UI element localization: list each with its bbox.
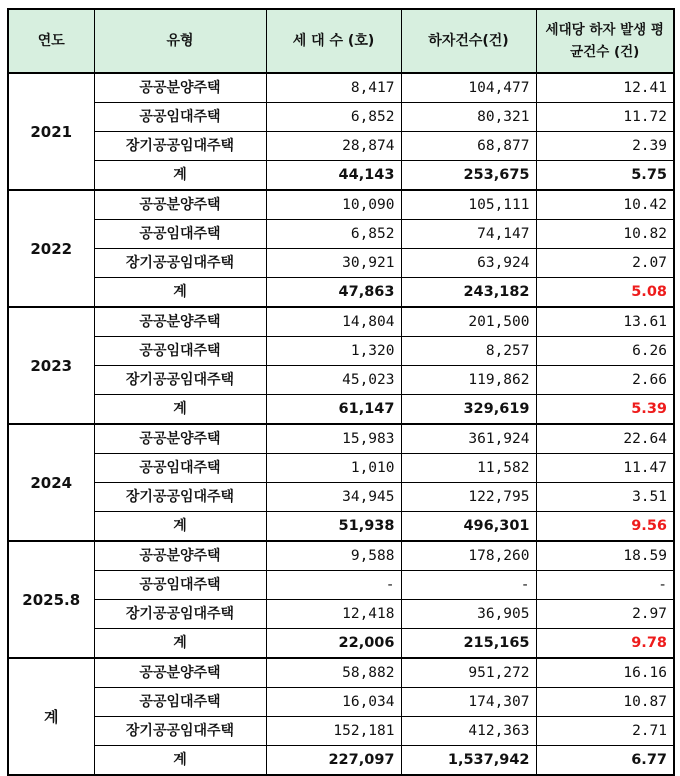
- avg-defects-cell: 16.16: [536, 658, 674, 688]
- defects-cell: 105,111: [401, 190, 536, 220]
- defects-cell: 80,321: [401, 103, 536, 132]
- type-cell: 계: [94, 395, 266, 425]
- table-row: [8, 103, 674, 132]
- units-cell: 8,417: [266, 73, 401, 103]
- subtotal-row: [8, 161, 674, 191]
- defects-cell: 174,307: [401, 688, 536, 717]
- units-cell: 10,090: [266, 190, 401, 220]
- defects-cell: 361,924: [401, 424, 536, 454]
- avg-defects-cell: 5.75: [536, 161, 674, 191]
- defects-cell: 8,257: [401, 337, 536, 366]
- units-cell: 16,034: [266, 688, 401, 717]
- avg-defects-cell: 5.39: [536, 395, 674, 425]
- year-cell: 2023: [8, 307, 94, 424]
- units-cell: 6,852: [266, 103, 401, 132]
- defects-cell: 215,165: [401, 629, 536, 659]
- avg-defects-cell: 9.56: [536, 512, 674, 542]
- avg-defects-cell: 11.47: [536, 454, 674, 483]
- type-cell: 공공임대주택: [94, 454, 266, 483]
- subtotal-row: [8, 395, 674, 425]
- units-cell: 47,863: [266, 278, 401, 308]
- defects-cell: 178,260: [401, 541, 536, 571]
- type-cell: 계: [94, 746, 266, 776]
- defects-cell: 122,795: [401, 483, 536, 512]
- year-cell: 2024: [8, 424, 94, 541]
- type-cell: 공공분양주택: [94, 541, 266, 571]
- units-cell: 45,023: [266, 366, 401, 395]
- type-cell: 장기공공임대주택: [94, 483, 266, 512]
- defects-cell: 253,675: [401, 161, 536, 191]
- avg-defects-cell: 2.66: [536, 366, 674, 395]
- units-cell: 12,418: [266, 600, 401, 629]
- avg-defects-cell: 2.07: [536, 249, 674, 278]
- type-cell: 장기공공임대주택: [94, 600, 266, 629]
- type-cell: 공공임대주택: [94, 688, 266, 717]
- defects-cell: 201,500: [401, 307, 536, 337]
- type-cell: 계: [94, 512, 266, 542]
- defects-cell: -: [401, 571, 536, 600]
- table-row: [8, 307, 674, 337]
- avg-defects-cell: 6.26: [536, 337, 674, 366]
- subtotal-row: [8, 746, 674, 776]
- table-row: [8, 424, 674, 454]
- defects-cell: 329,619: [401, 395, 536, 425]
- defects-cell: 1,537,942: [401, 746, 536, 776]
- table-row: [8, 688, 674, 717]
- units-cell: 6,852: [266, 220, 401, 249]
- defects-cell: 104,477: [401, 73, 536, 103]
- units-cell: 61,147: [266, 395, 401, 425]
- type-cell: 장기공공임대주택: [94, 249, 266, 278]
- table-row: [8, 658, 674, 688]
- avg-defects-cell: 3.51: [536, 483, 674, 512]
- avg-defects-cell: -: [536, 571, 674, 600]
- units-cell: 1,010: [266, 454, 401, 483]
- avg-defects-cell: 9.78: [536, 629, 674, 659]
- subtotal-row: [8, 629, 674, 659]
- avg-defects-cell: 5.08: [536, 278, 674, 308]
- avg-defects-cell: 2.39: [536, 132, 674, 161]
- type-cell: 계: [94, 161, 266, 191]
- defects-cell: 412,363: [401, 717, 536, 746]
- units-cell: -: [266, 571, 401, 600]
- type-cell: 계: [94, 629, 266, 659]
- defects-cell: 243,182: [401, 278, 536, 308]
- table-row: [8, 132, 674, 161]
- units-cell: 44,143: [266, 161, 401, 191]
- defects-cell: 63,924: [401, 249, 536, 278]
- table-row: [8, 190, 674, 220]
- year-cell: 2022: [8, 190, 94, 307]
- header-year: 연도: [8, 9, 94, 73]
- units-cell: 28,874: [266, 132, 401, 161]
- avg-defects-cell: 13.61: [536, 307, 674, 337]
- units-cell: 1,320: [266, 337, 401, 366]
- table-row: [8, 366, 674, 395]
- table-row: [8, 220, 674, 249]
- type-cell: 공공임대주택: [94, 571, 266, 600]
- units-cell: 34,945: [266, 483, 401, 512]
- table-header: [8, 9, 674, 73]
- year-cell: 2025.8: [8, 541, 94, 658]
- defects-cell: 496,301: [401, 512, 536, 542]
- table-row: [8, 717, 674, 746]
- table-body: [8, 73, 674, 775]
- units-cell: 22,006: [266, 629, 401, 659]
- units-cell: 51,938: [266, 512, 401, 542]
- type-cell: 장기공공임대주택: [94, 132, 266, 161]
- units-cell: 227,097: [266, 746, 401, 776]
- subtotal-row: [8, 512, 674, 542]
- type-cell: 공공임대주택: [94, 220, 266, 249]
- avg-defects-cell: 18.59: [536, 541, 674, 571]
- type-cell: 공공분양주택: [94, 658, 266, 688]
- avg-defects-cell: 10.87: [536, 688, 674, 717]
- table-row: [8, 483, 674, 512]
- header-type: 유형: [94, 9, 266, 73]
- type-cell: 공공분양주택: [94, 190, 266, 220]
- table-row: [8, 454, 674, 483]
- year-cell: 계: [8, 658, 94, 775]
- table-row: [8, 337, 674, 366]
- table-row: [8, 600, 674, 629]
- subtotal-row: [8, 278, 674, 308]
- type-cell: 장기공공임대주택: [94, 717, 266, 746]
- avg-defects-cell: 10.42: [536, 190, 674, 220]
- avg-defects-cell: 6.77: [536, 746, 674, 776]
- header-units: 세 대 수 (호): [266, 9, 401, 73]
- units-cell: 9,588: [266, 541, 401, 571]
- units-cell: 30,921: [266, 249, 401, 278]
- units-cell: 152,181: [266, 717, 401, 746]
- units-cell: 14,804: [266, 307, 401, 337]
- table-row: [8, 541, 674, 571]
- avg-defects-cell: 2.97: [536, 600, 674, 629]
- header-defects: 하자건수(건): [401, 9, 536, 73]
- defects-cell: 68,877: [401, 132, 536, 161]
- avg-defects-cell: 10.82: [536, 220, 674, 249]
- type-cell: 공공임대주택: [94, 337, 266, 366]
- defects-cell: 74,147: [401, 220, 536, 249]
- units-cell: 15,983: [266, 424, 401, 454]
- defects-cell: 119,862: [401, 366, 536, 395]
- defect-statistics-table: [7, 8, 675, 776]
- type-cell: 공공분양주택: [94, 73, 266, 103]
- type-cell: 공공분양주택: [94, 307, 266, 337]
- type-cell: 공공분양주택: [94, 424, 266, 454]
- avg-defects-cell: 11.72: [536, 103, 674, 132]
- table-row: [8, 249, 674, 278]
- type-cell: 공공임대주택: [94, 103, 266, 132]
- avg-defects-cell: 12.41: [536, 73, 674, 103]
- defects-cell: 11,582: [401, 454, 536, 483]
- avg-defects-cell: 2.71: [536, 717, 674, 746]
- table-row: [8, 73, 674, 103]
- units-cell: 58,882: [266, 658, 401, 688]
- year-cell: 2021: [8, 73, 94, 190]
- avg-defects-cell: 22.64: [536, 424, 674, 454]
- header-avg-defects: 세대당 하자 발생 평균건수 (건): [536, 9, 674, 73]
- type-cell: 계: [94, 278, 266, 308]
- defects-cell: 951,272: [401, 658, 536, 688]
- table-row: [8, 571, 674, 600]
- defects-cell: 36,905: [401, 600, 536, 629]
- type-cell: 장기공공임대주택: [94, 366, 266, 395]
